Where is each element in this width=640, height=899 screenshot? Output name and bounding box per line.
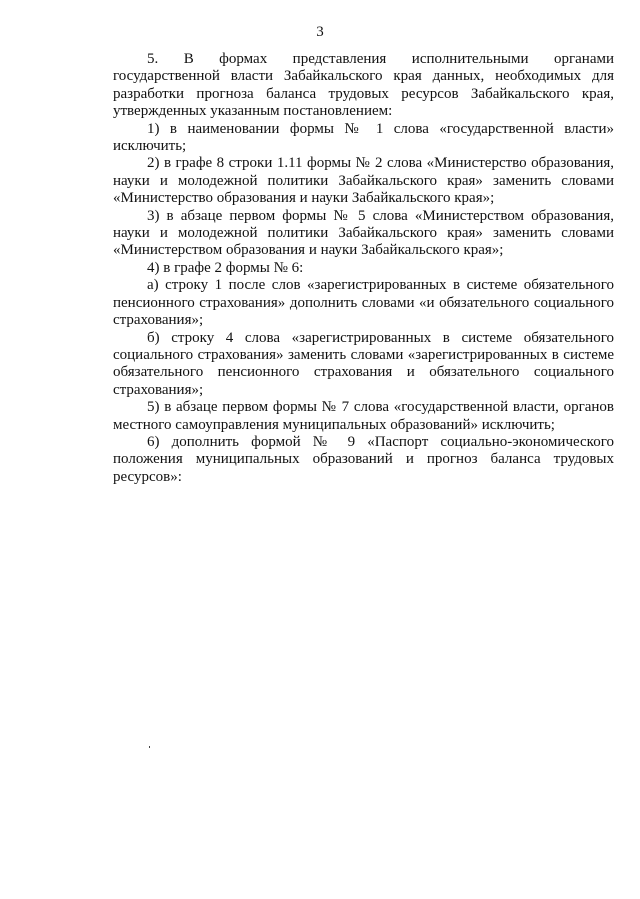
paragraph-subitem-5: 5) в абзаце первом формы № 7 слова «государственной власти, органов местного самоуправления муниципальных образований» исключить; [113,399,614,433]
paragraph-subitem-3: 3) в абзаце первом формы № 5 слова «Министерством образования, науки и молодежной политики Забайкальского края» заменить словами «Министерством образования и науки Забайкальского края»; [113,207,614,259]
scan-speck [149,746,150,748]
paragraph-subitem-4b: б) строку 4 слова «зарегистрированных в системе обязательного социального страхования» заменить словами «зарегистрированных в системе обязательного пенсионного страхования и обязательного социального страхования»; [113,329,614,398]
paragraph-subitem-4: 4) в графе 2 формы № 6: [147,259,304,276]
paragraph-subitem-2: 2) в графе 8 строки 1.11 формы № 2 слова «Министерство образования, науки и молодежной политики Забайкальского края» заменить словами «Министерство образования и науки Забайкальского края»; [113,155,614,207]
document-body [113,51,614,486]
paragraph-subitem-6: 6) дополнить формой № 9 «Паспорт социально-экономического положения муниципальных образований и прогноз баланса трудовых ресурсов»: [113,433,614,485]
paragraph-subitem-1: 1) в наименовании формы № 1 слова «государственной власти» исключить; [113,120,614,155]
page-number: 3 [316,24,324,40]
paragraph-item-5-intro: 5. В формах представления исполнительными органами государственной власти Забайкальского края данных, необходимых для разработки прогноза баланса трудовых ресурсов Забайкальского края, утвержденных указанным постановлением: [113,51,614,120]
paragraph-subitem-4a: а) строку 1 после слов «зарегистрированных в системе обязательного пенсионного страхования» дополнить словами «и обязательного социального страхования»; [113,277,614,329]
